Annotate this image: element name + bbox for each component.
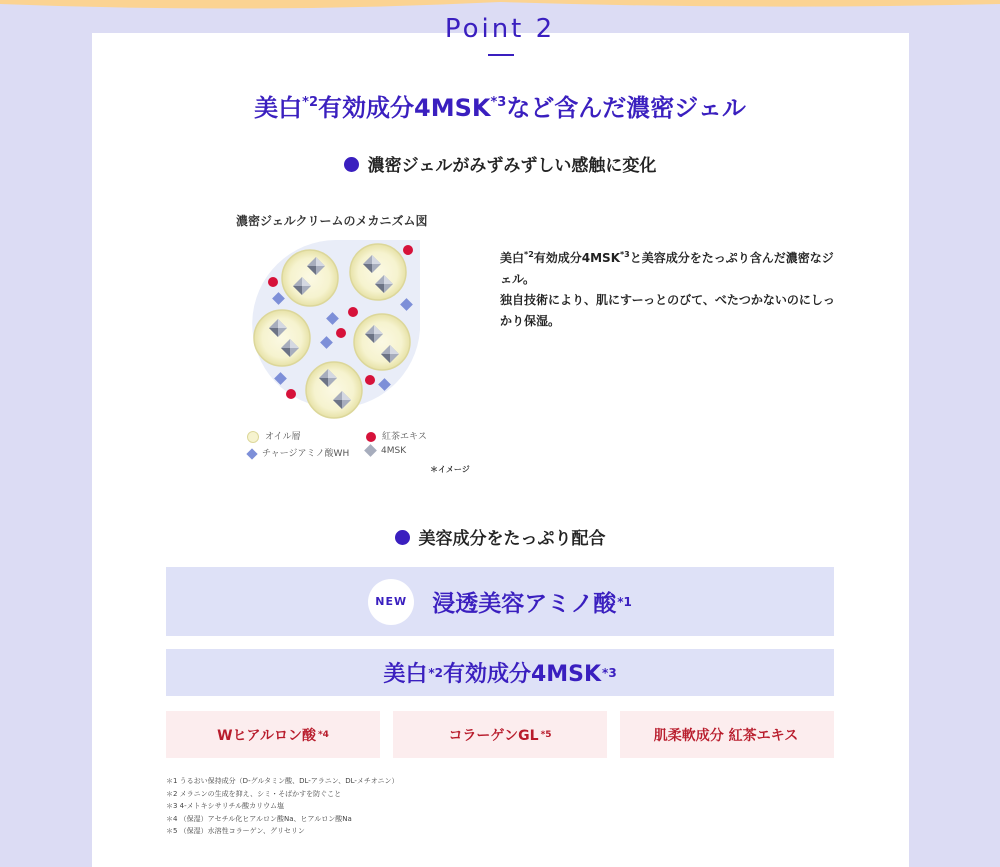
- footnote: ＊4 （保湿）アセチル化ヒアルロン酸Na、ヒアルロン酸Na: [166, 814, 352, 823]
- point-label: Point 2: [444, 14, 556, 44]
- oil-layer-icon: [247, 431, 259, 443]
- ingredient-box-collagen: コラーゲンGL *5: [393, 711, 607, 758]
- diagram-title: 濃密ジェルクリームのメカニズム図: [236, 214, 428, 228]
- ingredient-box-hyaluronic: Wヒアルロン酸 *4: [166, 711, 380, 758]
- msk-band: 美白 *2 有効成分4MSK *3: [166, 649, 834, 696]
- footnote: ＊5 （保湿）水溶性コラーゲン、グリセリン: [166, 827, 305, 835]
- description: 美白$^{*2}$有効成分4MSK$^{*3}$と美容成分をたっぷり含んだ濃密なジェル。 独自技術により、肌にすーっとのびて、べたつかないのにしっかり保湿。: [500, 250, 835, 328]
- footnote: ＊3 4-メトキシサリチル酸カリウム塩: [166, 802, 285, 810]
- bullet-dot-icon: [395, 530, 410, 545]
- footnote: ＊2 メラニンの生成を抑え、シミ・そばかすを防ぐこと: [166, 789, 342, 798]
- amino-acid-icon: [246, 448, 257, 459]
- legend-amino: チャージアミノ酸WH: [248, 446, 349, 459]
- legend-tea: 紅茶エキス: [366, 429, 427, 442]
- headline: 美白$^{*2}$有効成分4MSK$^{*3}$など含んだ濃密ジェル: [254, 94, 746, 122]
- point-underline: [488, 54, 514, 56]
- section-title-gel: 濃密ジェルがみずみずしい感触に変化: [0, 151, 1000, 176]
- footnotes: [166, 775, 399, 838]
- image-note: ＊イメージ: [430, 465, 470, 474]
- msk-crystal-icon: [364, 444, 377, 457]
- legend-oil: オイル層: [247, 429, 301, 443]
- bullet-dot-icon: [344, 157, 359, 172]
- section-title-ingredients: 美容成分をたっぷり配合: [0, 524, 1000, 549]
- tea-extract-icon: [366, 432, 376, 442]
- mechanism-diagram: [244, 238, 428, 422]
- footnote: ＊1 うるおい保持成分（D-グルタミン酸、DL-アラニン、DL-メチオニン）: [166, 777, 399, 785]
- ingredient-box-tea-extract: 肌柔軟成分 紅茶エキス: [620, 711, 834, 758]
- new-badge: NEW: [368, 579, 414, 625]
- legend-msk: 4MSK: [366, 446, 406, 456]
- amino-acid-band: NEW 浸透美容アミノ酸 *1: [166, 567, 834, 636]
